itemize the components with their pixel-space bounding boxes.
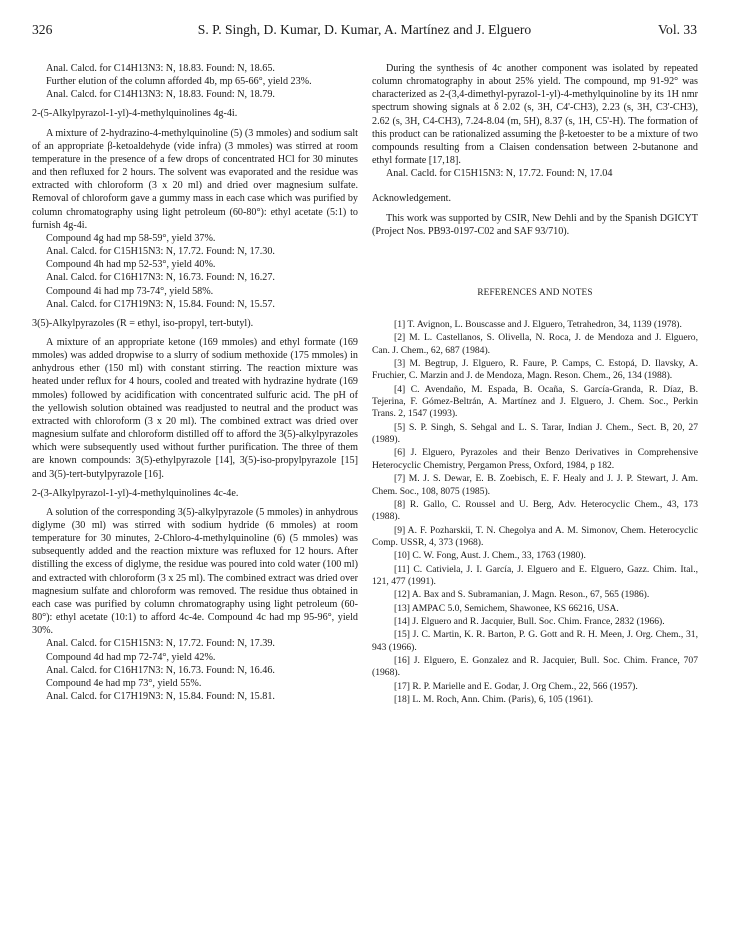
running-header xyxy=(32,22,697,42)
reference-item: [9] A. F. Pozharskii, T. N. Chegolya and A. M. Simonov, Chem. Heterocyclic Comp. USSR, 4, 373 (1968). xyxy=(372,524,698,548)
reference-item: [6] J. Elguero, Pyrazoles and their Benzo Derivatives in Comprehensive Heterocyclic Chemistry, Pergamon Press, Oxford, 1984, p 182. xyxy=(372,447,698,471)
compound-line: Compound 4h had mp 52-53°, yield 40%. xyxy=(46,259,216,271)
analysis-line: Anal. Calcd. for C14H13N3: N, 18.83. Found: N, 18.79. xyxy=(46,89,275,101)
reference-item: [7] M. J. S. Dewar, E. B. Zoebisch, E. F. Healy and J. J. P. Stewart, J. Am. Chem. Soc., 108, 8075 (1985). xyxy=(372,473,698,497)
section-heading: 2-(3-Alkylpyrazol-1-yl)-4-methylquinolines 4c-4e. xyxy=(32,487,239,499)
section-heading: 2-(5-Alkylpyrazol-1-yl)-4-methylquinolines 4g-4i. xyxy=(32,108,238,120)
running-authors: S. P. Singh, D. Kumar, D. Kumar, A. Martínez and J. Elguero xyxy=(197,22,532,37)
right-column xyxy=(372,62,698,707)
reference-item: [3] M. Begtrup, J. Elguero, R. Faure, P. Camps, C. Estopá, D. Ilavsky, A. Fruchier, C. Marzin and J. de Mendoza, Magn. Reson. Chem., 26, 134 (1988). xyxy=(372,358,698,382)
reference-item: [4] C. Avendaño, M. Espada, B. Ocaña, S. García-Granda, R. Díaz, B. Tejerina, F. Gómez-Beltrán, A. Martínez and J. Elguero, J. Chem. Soc., Perkin Trans. 2, 1547 (1993). xyxy=(372,383,698,420)
analysis-line: Anal. Calcd. for C17H19N3: N, 15.84. Found: N, 15.57. xyxy=(46,298,275,310)
references-heading: REFERENCES AND NOTES xyxy=(477,286,593,297)
page-number: 326 xyxy=(32,22,53,37)
volume-label: Vol. 33 xyxy=(657,22,697,37)
compound-line: Compound 4d had mp 72-74°, yield 42%. xyxy=(46,651,216,663)
reference-item: [1] T. Avignon, L. Bouscasse and J. Elguero, Tetrahedron, 34, 1139 (1978). xyxy=(394,319,682,331)
reference-item: [16] J. Elguero, E. Gonzalez and R. Jacquier, Bull. Soc. Chim. France, 707 (1968). xyxy=(372,654,698,679)
compound-line: Compound 4e had mp 73°, yield 55%. xyxy=(46,677,202,689)
reference-item: [12] A. Bax and S. Subramanian, J. Magn. Reson., 67, 565 (1986). xyxy=(394,589,650,601)
reference-item: [8] R. Gallo, C. Roussel and U. Berg, Adv. Heterocyclic Chem., 43, 173 (1988). xyxy=(372,498,698,523)
paragraph: Further elution of the column afforded 4b, mp 65-66°, yield 23%. xyxy=(46,76,312,88)
reference-item: [11] C. Cativiela, J. I. García, J. Elguero and E. Elguero, Gazz. Chim. Ital., 121, 477 (1991). xyxy=(372,563,698,587)
acknowledgement-text: This work was supported by CSIR, New Dehli and by the Spanish DGICYT (Project Nos. PB93-0197-C02 and SAF 93/710). xyxy=(372,212,698,237)
analysis-line: Anal. Calcd. for C16H17N3: N, 16.73. Found: N, 16.27. xyxy=(46,272,275,284)
reference-item: [10] C. W. Fong, Aust. J. Chem., 33, 1763 (1980). xyxy=(394,550,586,562)
reference-item: [13] AMPAC 5.0, Semichem, Shawonee, KS 66216, USA. xyxy=(394,602,619,614)
paragraph: A mixture of an appropriate ketone (169 mmoles) and ethyl formate (169 mmoles) was added dropwise to a slurry of sodium methoxide (175 mmoles) in anhydrous ether (150 ml) with constant stirring. The reaction mixture was heated under reflux for 4 hours, cooled and treated with hydrazine hydrate (169 mmoles) followed by acidification with concentrated sulfuric acid. The pH of the yellowish solution obtained was readjusted to neutral and the product was extracted with chloroform (3 x 20 ml). The combined extract was dried over magnesium sulfate and chloroform distilled off to afford the 3(5)-alkylpyrazoles which were subsequently used without further purification. The three of them are known compounds: 3(5)-ethylpyrazole [14], 3(5)-iso-propylpyrazole [15] and 3(5)-tert-butylpyrazole [16]. xyxy=(32,336,358,480)
compound-line: Compound 4g had mp 58-59°, yield 37%. xyxy=(46,232,216,244)
analysis-line: Anal. Calcd. for C14H13N3: N, 18.83. Found: N, 18.65. xyxy=(46,63,275,74)
acknowledgement-heading: Acknowledgement. xyxy=(372,193,452,205)
reference-item: [18] L. M. Roch, Ann. Chim. (Paris), 6, 105 (1961). xyxy=(394,694,594,705)
reference-item: [15] J. C. Martin, K. R. Barton, P. G. Gott and R. H. Meen, J. Org. Chem., 31, 943 (1966). xyxy=(372,629,698,653)
reference-item: [2] M. L. Castellanos, S. Olivella, N. Roca, J. de Mendoza and J. Elguero, Can. J. Chem., 62, 687 (1984). xyxy=(372,332,698,356)
reference-item: [14] J. Elguero and R. Jacquier, Bull. Soc. Chim. France, 2832 (1966). xyxy=(394,615,665,627)
paragraph: A mixture of 2-hydrazino-4-methylquinoline (5) (3 mmoles) and sodium salt of an appropriate β-ketoaldehyde (vide infra) (3 mmoles) was stirred at room temperature in the presence of a few drops of concentrated HCl for 30 minutes and then refluxed for 2 hours. The solvent was evaporated and the residue was extracted with chloroform (3 x 20 ml) and dried over magnesium sulfate. Removal of chloroform gave a gummy mass in each case which was purified by column chromatography using light petroleum (60-80°): ethyl acetate (5:1) to furnish 4g-4i. xyxy=(32,127,358,231)
analysis-line: Anal. Cacld. for C15H15N3: N, 17.72. Found: N, 17.04 xyxy=(386,168,613,180)
reference-item: [5] S. P. Singh, S. Sehgal and L. S. Tarar, Indian J. Chem., Sect. B, 20, 27 (1989). xyxy=(372,421,698,446)
reference-list xyxy=(372,319,698,706)
analysis-line: Anal. Calcd. for C17H19N3: N, 15.84. Found: N, 15.81. xyxy=(46,691,275,703)
left-column xyxy=(32,62,358,703)
section-heading: 3(5)-Alkylpyrazoles (R = ethyl, iso-propyl, tert-butyl). xyxy=(32,317,254,329)
analysis-line: Anal. Calcd. for C15H15N3: N, 17.72. Found: N, 17.30. xyxy=(46,246,275,258)
reference-item: [17] R. P. Marielle and E. Godar, J. Org Chem., 22, 566 (1957). xyxy=(394,680,638,692)
paragraph: During the synthesis of 4c another component was isolated by repeated column chromatography in about 25% yield. The compound, mp 91-92° was characterized as 2-(3,4-dimethyl-pyrazol-1-yl)-4-methylquinoline by its 1H nmr spectrum showing signals at δ 2.02 (s, 3H, C4'-CH3), 2.23 (s, 3H, C3'-CH3), 2.62 (s, 3H, C4-CH3), 7.24-8.04 (m, 5H), 8.37 (s, 1H, C5'-H). The formation of this product can be rationalized assuming the β-ketoester to be a mixture of two compounds resulting from a Claisen condensation between 2-butanone and ethyl formate [17,18]. xyxy=(372,63,698,167)
analysis-line: Anal. Calcd. for C15H15N3: N, 17.72. Found: N, 17.39. xyxy=(46,638,275,650)
analysis-line: Anal. Calcd. for C16H17N3: N, 16.73. Found: N, 16.46. xyxy=(46,664,275,676)
compound-line: Compound 4i had mp 73-74°, yield 58%. xyxy=(46,285,214,297)
paragraph: A solution of the corresponding 3(5)-alkylpyrazole (5 mmoles) in anhydrous diglyme (30 ml) was stirred with sodium hydride (6 mmoles) at room temperature for 30 minutes, 2-Chloro-4-methylquinoline (6) (5 mmoles) was subsequently added and the reaction mixture was refluxed for 12 hours. After distilling the excess of diglyme, the residue was poured into cold water (100 ml) and extracted with chloroform (3 x 25 ml). The combined extract was dried over magnesium sulfate and chloroform was removed. The residue thus obtained in each case was purified by column chromatography using light petroleum (60-80°): ethyl acetate (10:1) to afford 4c-4e. Compound 4c had mp 95-96°, yield 30%. xyxy=(32,506,358,637)
